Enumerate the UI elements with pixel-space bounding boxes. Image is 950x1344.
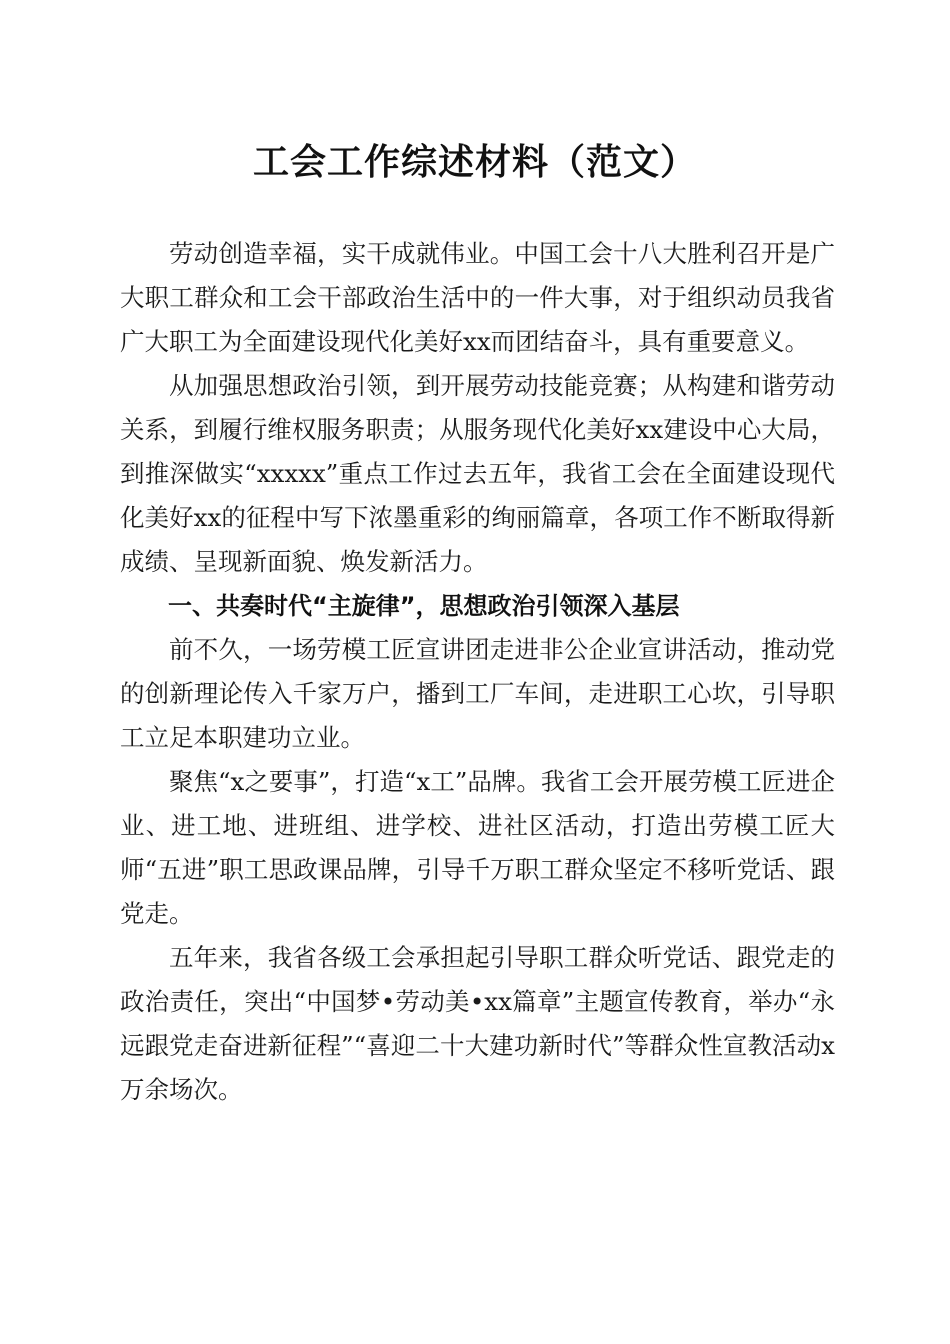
section1-paragraph-2: 聚焦“x之要事”，打造“x工”品牌。我省工会开展劳模工匠进企业、进工地、进班组、进学校、进社区活动，打造出劳模工匠大师“五进”职工思政课品牌，引导千万职工群众坚定不移听党话、跟党走。 bbox=[120, 767, 835, 928]
document-title: 工会工作综述材料（范文） bbox=[252, 141, 697, 183]
paragraph-intro: 劳动创造幸福，实干成就伟业。中国工会十八大胜利召开是广大职工群众和工会干部政治生活中的一件大事，对于组织动员我省广大职工为全面建设现代化美好xx而团结奋斗，具有重要意义。 bbox=[120, 239, 835, 356]
paragraph-overview: 从加强思想政治引领，到开展劳动技能竞赛；从构建和谐劳动关系，到履行维权服务职责；从服务现代化美好xx建设中心大局，到推深做实“xxxxx”重点工作过去五年，我省工会在全面建设现代化美好xx的征程中写下浓墨重彩的绚丽篇章，各项工作不断取得新成绩、呈现新面貌、焕发新活力。 bbox=[120, 371, 835, 576]
section-heading-1: 一、共奏时代“主旋律”，思想政治引领深入基层 bbox=[168, 592, 680, 620]
section1-paragraph-3: 五年来，我省各级工会承担起引导职工群众听党话、跟党走的政治责任，突出“中国梦•劳动美•xx篇章”主题宣传教育，举办“永远跟党走奋进新征程”“喜迎二十大建功新时代”等群众性宣教活动x万余场次。 bbox=[120, 943, 835, 1104]
section1-paragraph-1: 前不久，一场劳模工匠宣讲团走进非公企业宣讲活动，推动党的创新理论传入千家万户，播到工厂车间，走进职工心坎，引导职工立足本职建功立业。 bbox=[120, 635, 835, 752]
document-body bbox=[120, 232, 835, 1112]
